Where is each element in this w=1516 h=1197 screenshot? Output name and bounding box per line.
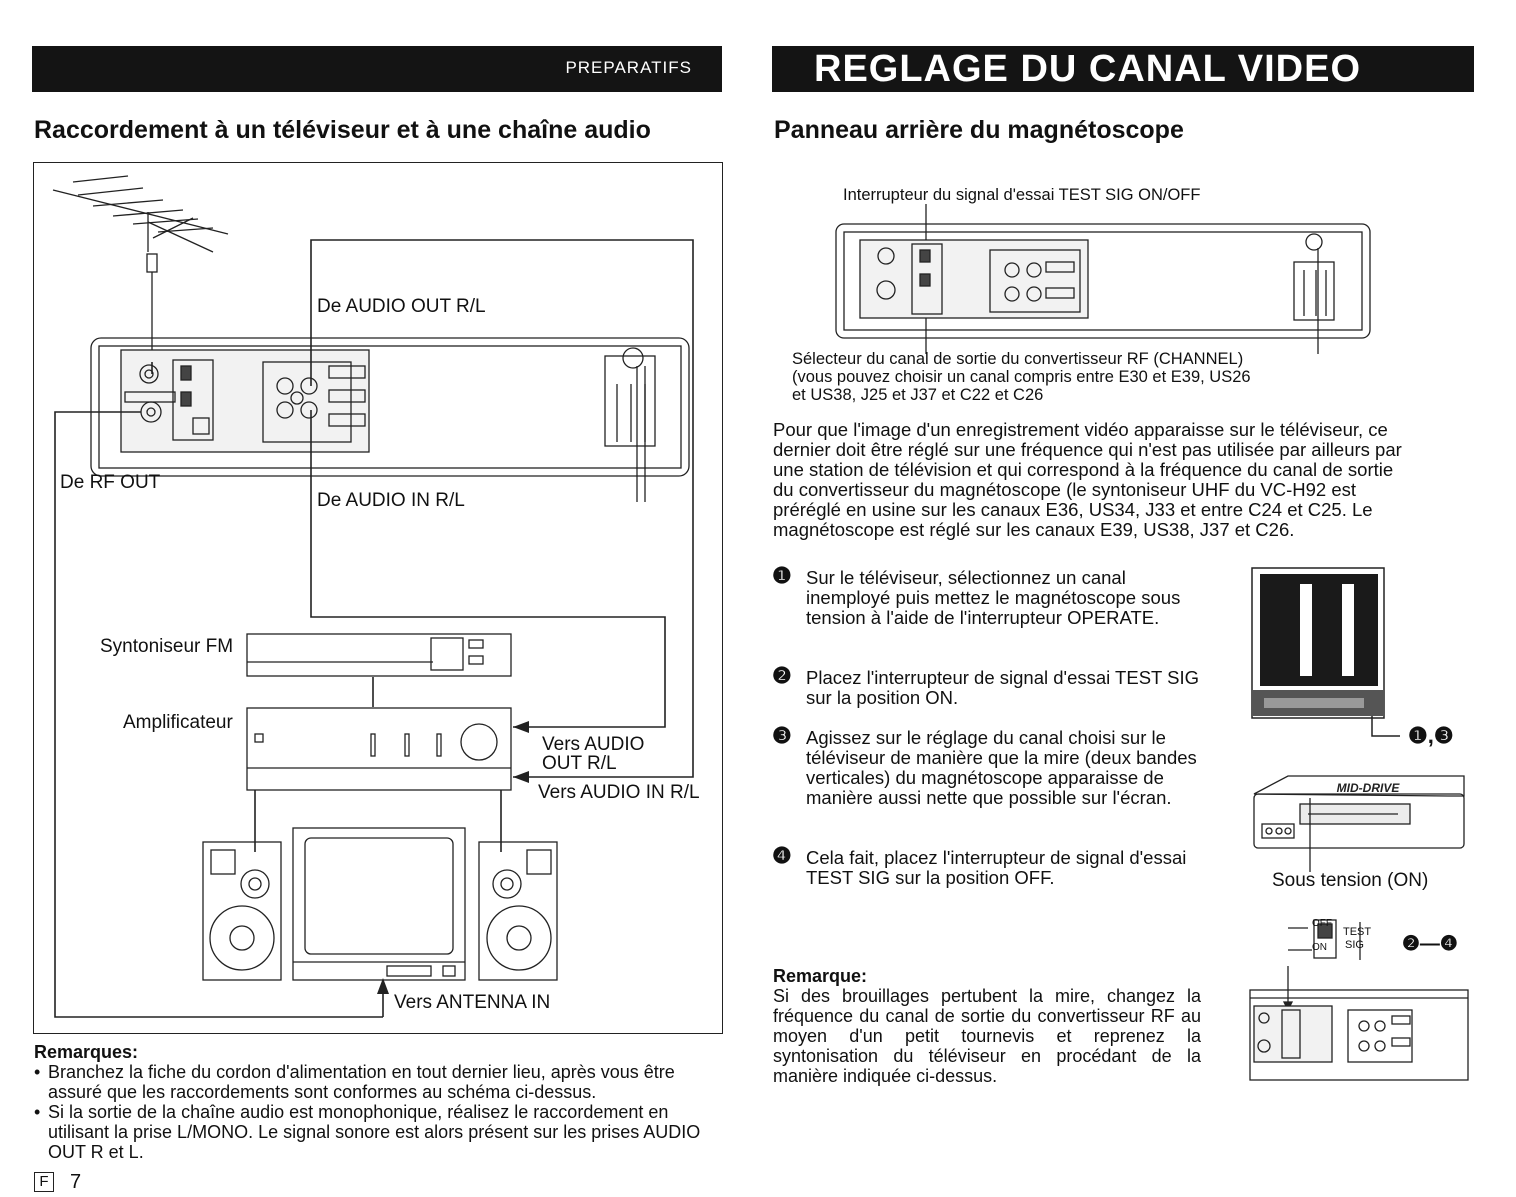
section-label: PREPARATIFS — [565, 58, 692, 77]
tv-test-pattern-illustration — [1250, 566, 1462, 742]
speaker-left-icon — [203, 842, 281, 980]
step-number: ❶ — [772, 563, 792, 588]
label-audio-in: De AUDIO IN R/L — [317, 490, 465, 511]
remark-item: • Si la sortie de la chaîne audio est monophonique, réalisez le raccordement en utilisant la prise L/MONO. Le signal sonore est alors présent sur les prises AUDIO OUT R et L. — [34, 1102, 720, 1162]
label-test-sig: Interrupteur du signal d'essai TEST SIG ON/OFF — [843, 186, 1201, 204]
label-to-audio-in: Vers AUDIO IN R/L — [538, 782, 700, 803]
section-title: REGLAGE DU CANAL VIDEO — [814, 48, 1362, 90]
amplifier-icon — [247, 708, 511, 790]
right-page-title: Panneau arrière du magnétoscope — [774, 116, 1184, 144]
switch-off-label: OFF — [1312, 918, 1332, 929]
section-header-right — [772, 46, 1474, 92]
page-letter-badge: F — [34, 1172, 54, 1192]
label-audio-out: De AUDIO OUT R/L — [317, 296, 486, 317]
step-number: ❸ — [772, 723, 792, 748]
para-line: une station de télévision et qui correspond à la fréquence du canal de sortie — [773, 459, 1394, 480]
page-number: 7 — [70, 1171, 82, 1193]
intro-paragraph — [773, 420, 1469, 540]
step-number: ❹ — [772, 843, 792, 868]
fm-tuner-icon — [247, 634, 511, 676]
rear-panel-diagram — [830, 204, 1375, 364]
antenna-icon — [53, 176, 228, 362]
step-number: ❷ — [772, 663, 792, 688]
note-line: Sélecteur du canal de sortie du convertisseur RF (CHANNEL) — [792, 350, 1244, 368]
step-text: Agissez sur le réglage du canal choisi sur le téléviseur de manière que la mire (deux bandes verticales) du magnétoscope apparaisse de manière aussi nette que possible sur l'écran. — [806, 727, 1197, 808]
switch-on-label: ON — [1312, 942, 1327, 953]
brand-label: MID-DRIVE — [1336, 781, 1400, 795]
label-power-on: Sous tension (ON) — [1272, 870, 1429, 891]
remark-title: Remarque: — [773, 966, 868, 986]
left-page-title: Raccordement à un téléviseur et à une chaîne audio — [34, 116, 651, 144]
step-2 — [772, 663, 1204, 712]
para-line: magnétoscope est réglé sur les canaux E39, US38, J37 et C26. — [773, 519, 1295, 540]
channel-selector-note — [792, 350, 1251, 404]
remarks-block — [34, 1042, 720, 1162]
label-to-antenna: Vers ANTENNA IN — [394, 992, 551, 1013]
remark-text: Si des brouillages pertubent la mire, changez la fréquence du canal de sortie du convertisseur RF au moyen d'un petit tournevis et reprenez la syntonisation du téléviseur en procédant de la manière indiquée ci-dessus. — [773, 986, 1201, 1086]
note-line: (vous pouvez choisir un canal compris entre E30 et E39, US26 — [792, 368, 1251, 386]
arrow-icon — [513, 771, 529, 783]
remarks-title: Remarques: — [34, 1042, 139, 1062]
step-text: Cela fait, placez l'interrupteur de signal d'essai TEST SIG sur la position OFF. — [806, 847, 1187, 888]
label-amplifier: Amplificateur — [123, 712, 233, 733]
switch-callout: ❷—❹ — [1402, 933, 1458, 955]
step-1 — [772, 563, 1204, 658]
connection-diagram — [33, 162, 723, 1034]
label-to-audio-out-2: OUT R/L — [542, 753, 617, 774]
note-line: et US38, J25 et J37 et C22 et C26 — [792, 386, 1044, 404]
label-to-audio-out-1: Vers AUDIO — [542, 734, 645, 755]
step-text: Placez l'interrupteur de signal d'essai TEST SIG sur la position ON. — [806, 667, 1200, 708]
para-line: du convertisseur du magnétoscope (le syntoniseur UHF du VC-H92 est — [773, 479, 1357, 500]
para-line: Pour que l'image d'un enregistrement vidéo apparaisse sur le téléviseur, ce — [773, 419, 1388, 440]
para-line: préréglé en usine sur les canaux E36, US34, J33 et entre C24 et C25. Le — [773, 499, 1373, 520]
arrow-icon — [513, 721, 529, 733]
switch-test-label: TEST — [1343, 926, 1372, 938]
label-rf-out: De RF OUT — [60, 472, 161, 493]
section-header-left — [32, 46, 722, 92]
remark-item: • Branchez la fiche du cordon d'alimentation en tout dernier lieu, après vous être assuré que les raccordements sont conformes au schéma ci-dessus. — [34, 1062, 720, 1102]
switch-sig-label: SIG — [1345, 939, 1364, 951]
vcr-front-illustration — [1248, 772, 1470, 876]
para-line: dernier doit être réglé sur une fréquence qui n'est pas utilisée par ailleurs par — [773, 439, 1402, 460]
television-icon — [293, 828, 465, 980]
label-fm-tuner: Syntoniseur FM — [100, 636, 234, 657]
speaker-right-icon — [479, 842, 557, 980]
rear-panel-closeup — [1248, 966, 1470, 1084]
step-text: Sur le téléviseur, sélectionnez un canal inemployé puis mettez le magnétoscope sous tension à l'aide de l'interrupteur OPERATE. — [806, 567, 1181, 628]
step-4 — [772, 843, 1204, 892]
vcr-rear-panel — [91, 338, 689, 502]
step-3 — [772, 723, 1204, 832]
remark-block — [773, 966, 1201, 1086]
tv-callout: ❶,❸ — [1408, 723, 1454, 748]
